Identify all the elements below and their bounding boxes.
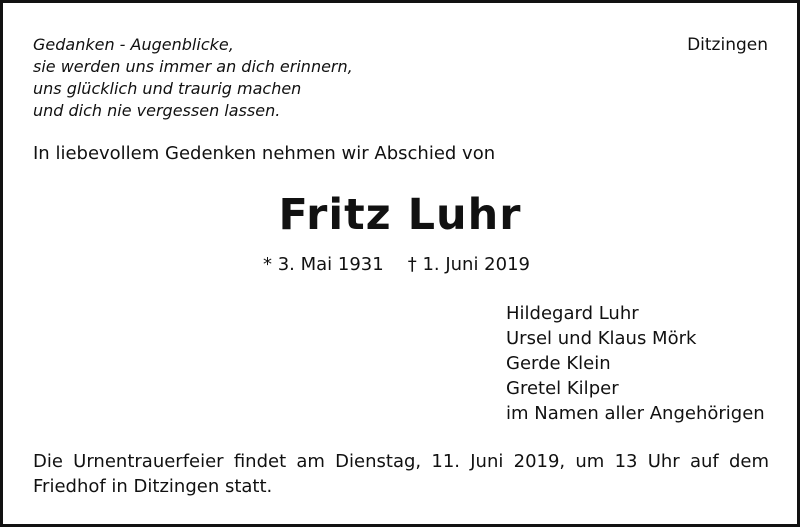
ceremony-line: Friedhof in Ditzingen statt. bbox=[33, 476, 273, 497]
poem-line: und dich nie vergessen lassen. bbox=[33, 101, 281, 120]
ceremony-line: Die Urnentrauerfeier findet am Dienstag, 11. Juni 2019, um 13 Uhr auf dem bbox=[33, 451, 769, 472]
poem-line: Gedanken - Augenblicke, bbox=[33, 35, 234, 54]
poem-line: sie werden uns immer an dich erinnern, bbox=[33, 57, 353, 76]
mourner: Ursel und Klaus Mörk bbox=[506, 328, 697, 349]
mourner: Hildegard Luhr bbox=[506, 303, 639, 324]
intro-text: In liebevollem Gedenken nehmen wir Abschied von bbox=[33, 143, 496, 164]
death-date: † 1. Juni 2019 bbox=[407, 254, 530, 275]
mourner: Gerde Klein bbox=[506, 353, 611, 374]
poem-line: uns glücklich und traurig machen bbox=[33, 79, 302, 98]
mourner: Gretel Kilper bbox=[506, 378, 619, 399]
mourner: im Namen aller Angehörigen bbox=[506, 403, 765, 424]
mourners-list bbox=[506, 301, 765, 426]
poem bbox=[33, 34, 353, 122]
place: Ditzingen bbox=[687, 35, 768, 55]
birth-date: * 3. Mai 1931 bbox=[263, 254, 384, 275]
deceased-name: Fritz Luhr bbox=[278, 190, 522, 240]
life-dates bbox=[263, 254, 530, 275]
ceremony-notice bbox=[33, 449, 769, 499]
